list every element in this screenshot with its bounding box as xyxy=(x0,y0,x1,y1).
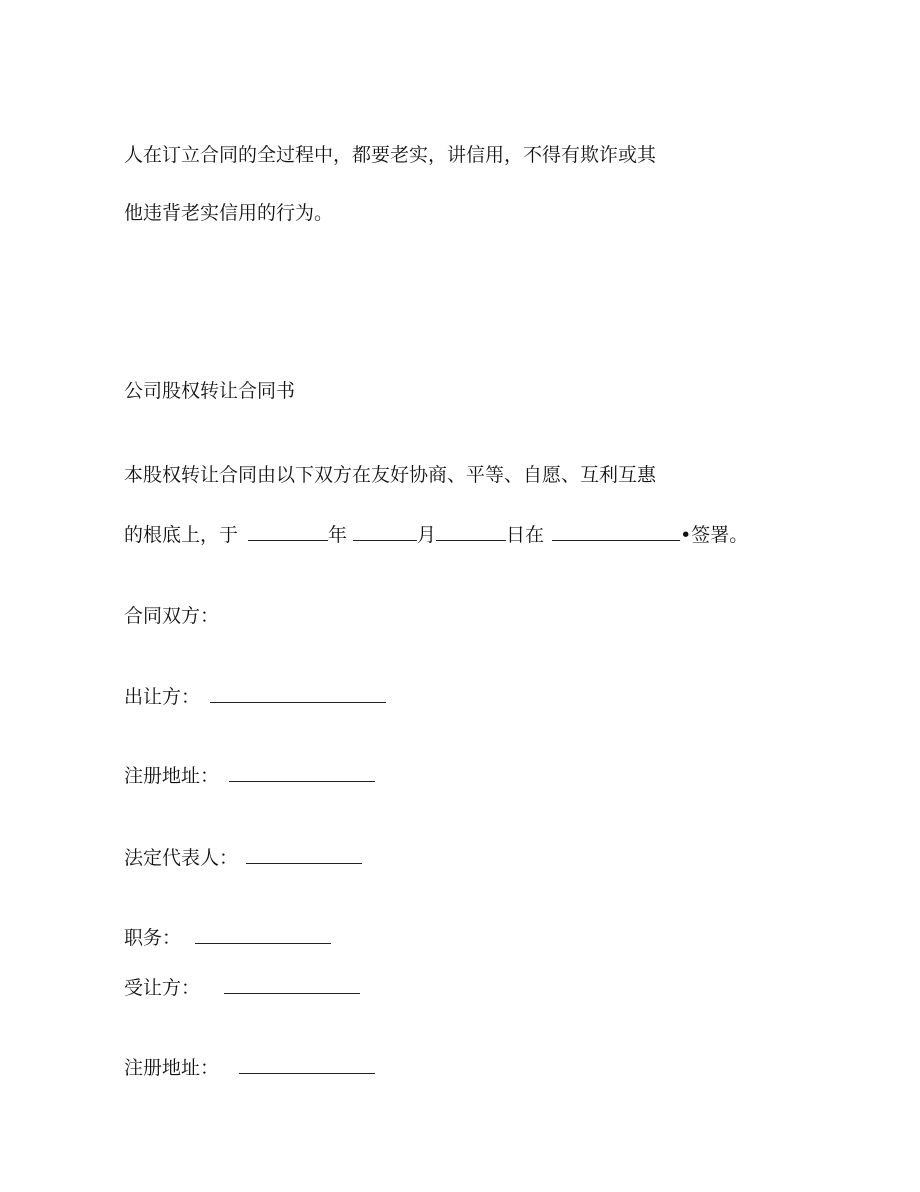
transferor-name-row xyxy=(124,684,386,709)
transferee-name-label: 受让方： xyxy=(124,977,201,999)
transferor-address-label: 注册地址： xyxy=(124,765,220,787)
transferor-legal-rep-label: 法定代表人： xyxy=(124,847,239,869)
intro-suffix: •签署。 xyxy=(680,524,749,546)
transferor-position-label: 职务： xyxy=(124,927,182,949)
prev-paragraph-line-1: 人在订立合同的全过程中，都要老实，讲信用，不得有欺诈或其 xyxy=(124,144,657,166)
year-label: 年 xyxy=(328,524,348,546)
transferee-name-row xyxy=(124,975,360,1000)
month-blank[interactable] xyxy=(353,522,417,541)
transferor-legal-rep-blank[interactable] xyxy=(246,845,362,864)
intro-line-2 xyxy=(124,522,748,547)
transferee-name-blank[interactable] xyxy=(224,975,360,994)
transferor-address-blank[interactable] xyxy=(229,763,375,782)
prev-paragraph-line-2: 他违背老实信用的行为。 xyxy=(124,202,334,224)
place-blank[interactable] xyxy=(552,522,680,541)
transferee-address-blank[interactable] xyxy=(239,1055,375,1074)
transferee-address-row xyxy=(124,1055,375,1080)
day-label: 日在 xyxy=(506,524,545,546)
intro-line-1: 本股权转让合同由以下双方在友好协商、平等、自愿、互利互惠 xyxy=(124,464,657,486)
transferor-name-label: 出让方： xyxy=(124,686,201,708)
month-label: 月 xyxy=(417,524,437,546)
transferor-position-row xyxy=(124,925,331,950)
transferor-name-blank[interactable] xyxy=(210,684,386,703)
contract-title: 公司股权转让合同书 xyxy=(124,380,296,402)
transferor-legal-rep-row xyxy=(124,845,362,870)
year-blank[interactable] xyxy=(248,522,328,541)
transferor-position-blank[interactable] xyxy=(195,925,331,944)
parties-heading: 合同双方： xyxy=(124,605,220,627)
intro-prefix: 的根底上，于 xyxy=(124,524,239,546)
transferor-address-row xyxy=(124,763,375,788)
day-blank[interactable] xyxy=(436,522,506,541)
transferee-address-label: 注册地址： xyxy=(124,1057,220,1079)
